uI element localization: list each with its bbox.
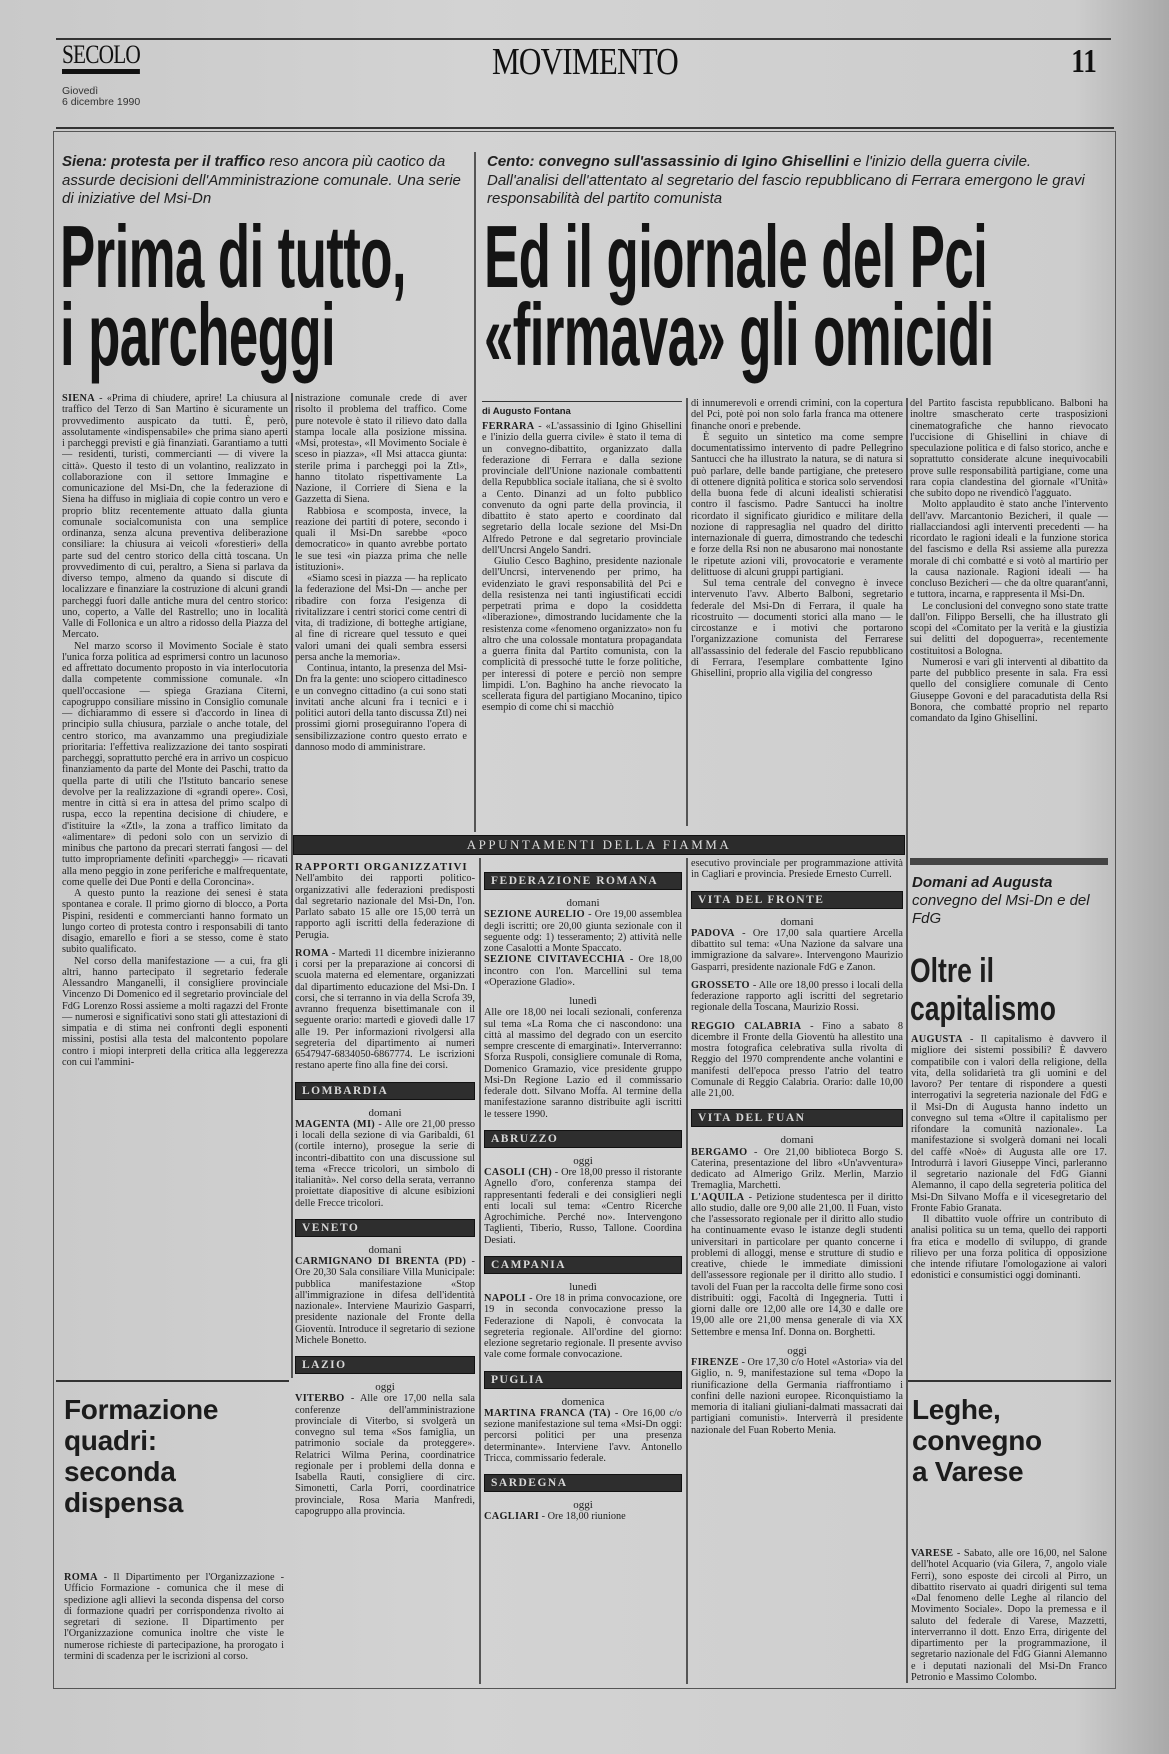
paragraph-text: - Fino a sabato 8 dicembre il Fronte della Gioventù ha allestito una mostra fotografica celebrativa sulla rivolta di Reggio del 1970 comprendente anche volantini e manifesti dell'epoca presso l'atrio del teatro Comunale di Reggio Calabria. Orario: dalle 10,00 alle 21,00.	[691, 1020, 903, 1099]
augusta-headline	[910, 952, 1056, 1028]
cento-headline-line-1: Ed il giornale del Pci	[484, 207, 988, 306]
paragraph-text: - Ore 17,30 c/o Hotel «Astoria» via del Giglio, n. 9, manifestazione sul tema «Dopo la riunificazione della Germania riaffrontiamo i confini delle nazioni europee. Riconquistiamo la memoria di italiani giuliani-dalmati massacrati dai partigiani comunisti». Interverrà il presidente nazionale del Fuan Roberto Menia.	[691, 1357, 903, 1436]
column-divider	[906, 398, 908, 1683]
column-divider	[686, 398, 688, 826]
day-label: domenica	[561, 1395, 605, 1408]
day-label: oggi	[573, 1499, 593, 1511]
cento-kicker-text: e l'inizio della guerra civile. Dall'analisi dell'attentato al segretario del fascio repubblicano di Ferrara emergono le gravi responsabilità del partito comunista	[487, 153, 1085, 207]
day-label: domani	[780, 915, 814, 928]
paragraph-text: Nell'ambito dei rapporti politico-organizzativi alle federazioni predisposti dal segretario nazionale del Msi-Dn, l'on. Parlato sabato 15 alle ore 15,00 terrà un rapporto agli iscritti della federazione di Perugia.	[295, 873, 475, 941]
region-header: PUGLIA	[484, 1371, 682, 1389]
cento-kicker	[487, 153, 1097, 209]
dateline-lead: CAGLIARI	[484, 1511, 540, 1523]
paragraph: Molto applaudito è stato anche l'intervento dell'avv. Marcantonio Bezicheri, il quale — riallacciandosi agli interventi precedenti — ha ricordato le ragioni ideali e la funzione storica del fascismo e della Rsi assieme alla purezza morale di chi combatté e si votò al martirio per la causa nazionale. Ragioni ideali — ha concluso Bezicheri — che da oltre quarant'anni, e tuttora, incarna, e rappresenta il Msi-Dn.	[910, 499, 1108, 601]
dateline-day: Giovedì	[62, 85, 99, 97]
paragraph: È seguito un sintetico ma come sempre documentatissimo intervento di padre Pellegrino Santucci che ha illustrato la natura, se di natura si può parlare, delle bande partigiane, che pretesero di ottenere dignità politica e storica solo servendosi della buona fede di alcuni idealisti schieratisi contro il fascismo. Padre Santucci ha inoltre ricordato il significato giuridico e militare della nozione di rappresaglia nel quadro del diritto internazionale di guerra, dimostrando che tedeschi e forze della Rsi non ne abusarono mai nonostante le ripetute azioni vili, provocatorie e veramente delittuose di alcuni gruppi partigiani.	[691, 431, 903, 578]
paragraph	[911, 1214, 1107, 1282]
paragraph-text: - Il capitalismo è davvero il migliore dei sistemi possibili? È davvero compatibile con i valori della religione, della vita, della solidarietà tra gli uomini e del lavoro? Per tentare di rispondere a questi interrogativi la segreteria nazionale del FdG e il Msi-Dn di Augusta hanno indetto un convegno sul tema «Oltre il capitalismo per rifondare la comunità nazionale». La manifestazione si svolgerà domani nei locali del caffè «Noè» di Augusta alle ore 17. Introdurrà i lavori Giuseppe Vinci, parleranno il segretario nazionale del FdG Gianni Alemanno, il capo della segreteria politica del Msi-Dn Silvano Moffa e il vicesegretario del Fronte Fabio Granata.	[911, 1034, 1107, 1214]
paragraph: Le conclusioni del convegno sono state tratte dall'on. Filippo Berselli, che ha illustrato gli scopi del «Comitato per la verità e la giustizia sui delitti del dopoguerra», recentemente costituitosi a Bologna.	[910, 600, 1108, 657]
paragraph	[911, 1548, 1107, 1683]
paragraph-text: - Ore 19,00 assemblea degli iscritti; ore 20,00 giunta sezionale con il seguente odg: 1) tesseramento; 2) attività nelle zone Casalotti a Monte Spaccato.	[484, 909, 682, 954]
region-header: VITA DEL FUAN	[691, 1109, 903, 1127]
formazione-headline-line: dispensa	[64, 1487, 183, 1518]
region-header: CAMPANIA	[484, 1256, 682, 1274]
paragraph	[484, 954, 682, 988]
paragraph: Giulio Cesco Baghino, presidente nazionale dell'Uncrsi, intervenendo per primo, ha evidenziato le gravi responsabilità del Pci e della resistenza nei tanti ingiustificati eccidi perpetrati prima e dopo la cosiddetta «liberazione», dimostrando lucidamente che la resistenza come «fenomeno organizzato» non fu altro che una colossale montatura propagandata a guerra finita dal Partito comunista, con la complicità di pressoché tutte le forze politiche, per interessi di potere e perciò non sempre limpidi. L'on. Baghino ha anche rievocato la scellerata figura del partigiano Mocanino, tipico esempio di come chi si macchiò	[482, 556, 682, 714]
paragraph	[484, 1511, 682, 1522]
paragraph-text: - Ore 20,30 Sala consiliare Villa Municipale: pubblica manifestazione «Stop all'immigrazione in difesa dell'identità nazionale». Interviene Maurizio Gasparri, presidente nazionale del Fronte della Gioventù. Introduce il segretario di sezione Michele Bonetto.	[295, 1256, 475, 1346]
formazione-headline-line: Formazione	[64, 1394, 219, 1425]
leghe-headline-line: a Varese	[912, 1456, 1024, 1487]
sidebar-rule	[910, 858, 1108, 865]
region-header: FEDERAZIONE ROMANA	[484, 872, 682, 890]
paragraph	[484, 1293, 682, 1361]
paragraph-text: - Martedì 11 dicembre inizieranno i corsi per la preparazione ai concorsi di scuola materna ed elementare, organizzati dal dipartimento educazione del Msi-Dn. I corsi, che si terranno in via della Scrofa 39, avranno frequenza bisettimanale con il seguente orario: martedì e giovedì dalle 17 alle 19. Per informazioni rivolgersi alla segreteria del dipartimento ai numeri 6547947-6834050-6867774. Le iscrizioni restano aperte fino alla fine dei corsi.	[295, 947, 475, 1072]
paragraph: A questo punto la reazione dei senesi è stata spontanea e corale. Il primo giorno di blocco, a Porta Pispini, residenti e commercianti hanno formato un lungo corteo di protesta contro i responsabili di tanto disagio, emarello e fiori a se stesso, come è stato subito qualificato.	[62, 888, 288, 956]
dateline-lead: SEZIONE CIVITAVECCHIA	[484, 954, 625, 966]
augusta-kicker-text: convegno del Msi-Dn e del FdG	[912, 892, 1090, 927]
leghe-headline-line: convegno	[912, 1425, 1042, 1456]
leghe-headline	[912, 1394, 1107, 1487]
region-header: LAZIO	[295, 1356, 475, 1374]
paragraph-text: - «Prima di chiudere, aprire! La chiusura al traffico del Terzo di San Martino è sicuramente un provvedimento auspicato da tutti. È, però, assolutamente «indispensabile» che prima siano aperti i parcheggi previsti e già finanziati. Garantiamo a tutti — residenti, turisti, commercianti — di vivere la città». Questo il testo di un volantino, realizzato in collaborazione con il settore Immagine e comunicazione del Msi-Dn, che la federazione di Siena ha diffuso in migliaia di copie contro un vero e proprio blitz recentemente attuato dalla giunta comunale socialcomunista con una semplice ordinanza, senza alcuna preventiva deliberazione consiliare: la chiusura ai veicoli «forestieri» della parte sud del centro storico della città toscana. Un provvedimento di cui, peraltro, a Siena si parlava da diverso tempo, almeno da quando si discute di localizzare e finanziare la costruzione di alcuni grandi parcheggi fuori dalle antiche mura del centro storico: uno, coperto, a Valle del Rastrello; uno in località Valle di Follonica e un altro a ridosso della Piazza del Mercato.	[62, 393, 288, 641]
siena-headline-line-2: i parcheggi	[60, 285, 336, 384]
day-label: lunedì	[569, 995, 597, 1007]
paragraph-text: - «L'assassinio di Igino Ghisellini e l'inizio della guerra civile» è stato il tema di un convegno-dibattito, organizzato dalla federazione di Ferrara e dalla sezione provinciale dell'Unione nazionale combattenti della Repubblica sociale italiana, che si è svolto a Cento. Dinanzi ad un folto pubblico convenuto da ogni parte della provincia, il dibattito è stato aperto e coordinato dal segretario della locale sezione del Msi-Dn Alfredo Petrone e dal segretario provinciale dell'Uncrsi Angelo Sandri.	[482, 421, 682, 556]
paragraph	[691, 1357, 903, 1436]
paragraph	[482, 421, 682, 556]
dateline-lead: FERRARA	[482, 421, 535, 432]
paragraph-text: Alle ore 18,00 nei locali sezionali, conferenza sul tema «La Roma che ci nascondono: una città al massimo del degrado con un esercito sempre crescente di emarginati». Interverranno: Sforza Ruspoli, consigliere comunale di Roma, Domenico Gramazio, vice presidente gruppo Msi-Dn Regione Lazio ed il commissario federale dott. Silvano Moffa. Al termine della manifestazione saranno distribuite agli iscritti le tessere 1990.	[484, 1007, 682, 1120]
appuntamenti-col-1	[295, 862, 475, 1684]
paragraph-text: - Sabato, alle ore 16,00, nel Salone dell'hotel Acquario (via Gilera, 7, angolo viale Ferri), sono esposte dei circoli al Pirro, un dibattito riservato ai quadri dirigenti sul tema «Dal fenomeno delle Leghe al rilancio del Movimento Sociale». Dopo la premessa e il saluto del federale di Varese, Mazzetti, interverranno il dott. Enzo Erra, dirigente del dipartimento per la programmazione, il segretario nazionale del FdG Gianni Alemanno e i deputati nazionali del Msi-Dn Franco Petronio e Massimo Colombo.	[911, 1548, 1107, 1683]
formazione-body	[64, 1572, 284, 1684]
paragraph: Numerosi e vari gli interventi al dibattito da parte del pubblico presente in sala. Fra essi quello del consigliere comunale di Cento Giuseppe Govoni e del paracadutista della Rsi Bonora, che combatté proprio nel reparto comandato da Igino Ghisellini.	[910, 656, 1108, 724]
day-label: domani	[368, 1106, 402, 1119]
paragraph-text: - Ore 18,00 riunione	[539, 1511, 626, 1523]
paragraph	[691, 858, 903, 881]
dateline-lead: VITERBO	[295, 1393, 345, 1405]
dateline-lead: MAGENTA (MI)	[295, 1118, 375, 1130]
column-divider	[686, 858, 688, 1684]
paragraph: Continua, intanto, la presenza del Msi-Dn fra la gente: uno sciopero cittadinesco e un convegno cittadino (a cui sono stati invitati anche alcuni fra i tecnici e i politici autori della tanto discussa Ztl) nei prossimi giorni proseguiranno l'opera di sensibilizzazione contro questo errato e dannoso modo di amministrare.	[295, 663, 467, 753]
paragraph: Nel corso della manifestazione — a cui, fra gli altri, hanno partecipato il segretario federale Alessandro Manganelli, il consigliere provinciale Vincenzo Di Domenico ed il segretario provinciale del FdG Lorenzo Rossi assieme a molti ragazzi del Fronte — numerosi e significativi sono stati gli attestazioni di simpatia e di stima nei confronti degli esponenti missini, postisi alla testa del malcontento popolare contro i miopi interpreti della critica alla leggerezza con cui l'ammini-	[62, 955, 288, 1068]
cento-byline: di Augusto Fontana	[482, 401, 682, 418]
augusta-kicker-bold: Domani ad Augusta	[912, 874, 1053, 891]
paragraph	[691, 928, 903, 973]
cento-headline-line-2: «firmava» gli omicidi	[484, 285, 994, 384]
frame-top-rule	[56, 127, 1114, 129]
augusta-kicker	[912, 874, 1107, 928]
siena-body-col-2	[295, 393, 467, 823]
dateline-lead: REGGIO CALABRIA	[691, 1020, 802, 1032]
paragraph	[64, 1572, 284, 1662]
paragraph	[691, 980, 903, 1014]
paragraph-text: - Alle ore 17,00 nella sala conferenze dell'amministrazione provinciale di Viterbo, si svolgerà un convegno sul tema «Sos famiglia, un patrimonio sociale da proteggere». Relatrici Wilma Perina, coordinatrice regionale per i problemi della donna e Isabella Rauti, consigliere di circ. Simonetti, Carla Porri, coordinatrice provinciale, Rosa Maria Manfredi, capogruppo alla provincia.	[295, 1393, 475, 1517]
cento-headline	[484, 207, 994, 384]
dateline-lead: GROSSETO	[691, 979, 750, 991]
paragraph: Nel marzo scorso il Movimento Sociale è stato l'unica forza politica ad esprimersi contro un lacunoso ed affrettato documento proposto in via interlocutoria dalla competente commissione comunale. «In quell'occasione — spiega Graziana Citerni, capogruppo consiliare missino in Consiglio comunale — dichiarammo di essere sì d'accordo in linea di principio sulla chiusura, parziale o anche totale, del centro storico, ma avanzammo una pregiudiziale prioritaria: l'effettiva realizzazione dei tanto sospirati parcheggi, soprattutto perché era in arrivo un cospicuo finanziamento da parte del Monte dei Paschi, tratto da quella parte di utili che l'Istituto bancario senese devolve per la realizzazione di «grandi opere». Così, mentre in città si era in attesa del primo scalpo di ruspa, ecco la repentina decisione di chiudere, e d'istituire la «Ztl», la zona a traffico limitato da «alimentare» di pedoni solo con un servizio di minibus che partono da precari sterrati fangosi — del tutto impropriamente definiti «parcheggi» — ricavati alla meno peggio in zone periferiche e malfrequentate, come quelle dei Due Ponti e della Coroncina».	[62, 640, 288, 888]
cento-body-col-1	[482, 421, 682, 825]
cento-kicker-bold: Cento: convegno sull'assassinio di Igino Ghisellini	[487, 153, 849, 170]
siena-body-col-1	[62, 393, 288, 1378]
region-header: LOMBARDIA	[295, 1082, 475, 1100]
formazione-headline	[64, 1394, 284, 1518]
region-header: VENETO	[295, 1219, 475, 1237]
paragraph-text: - Ore 21,00 biblioteca Borgo S. Caterina, presentazione del libro «Un'avventura» dedicato ad Almerigo Grilz. Merlin, Marzio Tremaglia, Marchetti.	[691, 1146, 903, 1192]
dateline-lead: BERGAMO	[691, 1146, 748, 1158]
paragraph	[295, 1256, 475, 1346]
dateline	[62, 86, 140, 108]
siena-headline-line-1: Prima di tutto,	[60, 207, 406, 306]
day-label: lunedì	[569, 1280, 597, 1293]
paragraph: Sul tema centrale del convegno è invece intervenuto l'avv. Alberto Balboni, segretario federale del Msi-Dn di Ferrara, il quale ha ricostruito — documenti storici alla mano — le circostanze e i motivi che portarono l'organizzazione comunista del Ferrarese all'assassinio del federale del Fascio repubblicano di Ferrara, l'esemplare combattente Igino Ghisellini, proprio alla vigilia del congresso	[691, 578, 903, 679]
paragraph-text: - Ore 18,00 presso il ristorante Agnello d'oro, conferenza stampa dei rappresentanti federali e dei consiglieri negli enti locali sul tema: «Centro Ricerche Agrochimiche. Perché no». Intervengono Taglienti, Tiberio, Russo, Tallone. Coordina Desiati.	[484, 1167, 682, 1246]
paragraph	[295, 948, 475, 1072]
paragraph-text: - Petizione studentesca per il diritto allo studio, dalle ore 9,00 alle 21,00. Il Fuan, visto che l'assessorato regionale per il diritto allo studio ha continuamente evaso le istanze degli studenti universitari in particolare per quanto concerne i problemi di alloggi, mense e strutture di studio e creative, chiede le immediate dimissioni dell'assessore regionale per il diritto allo studio. I tavoli del Fuan per la raccolta delle firme sono così distribuiti: oggi, Facoltà di Ingegneria. Tutti i giorni dalle ore 12,00 alle ore 14,30 e dalle ore 19,00 alle ore 21,00 mensa generale di via XX Settembre e mensa Inf. Donna on. Borghetti.	[691, 1191, 903, 1338]
dateline-lead: CARMIGNANO DI BRENTA (PD)	[295, 1256, 467, 1267]
siena-kicker-bold: Siena: protesta per il traffico	[62, 153, 266, 170]
dateline-date: 6 dicembre 1990	[62, 96, 141, 108]
page-number: 11	[1071, 43, 1097, 80]
augusta-body	[911, 1034, 1107, 1374]
dateline-lead: PADOVA	[691, 927, 735, 939]
paragraph-text: - Ore 18 in prima convocazione, ore 19 in seconda convocazione presso la Federazione di Napoli, è convocata la segreteria regionale. All'ordine del giorno: elezione segretario regionale. Il presente avviso vale come formale convocazione.	[484, 1293, 682, 1361]
dateline-lead: MARTINA FRANCA (TA)	[484, 1407, 611, 1419]
article-divider	[474, 152, 476, 832]
paragraph	[691, 1021, 903, 1100]
paragraph: di innumerevoli e orrendi crimini, con la copertura del Pci, potè poi non solo farla franca ma ottenere finanche onori e prebende.	[691, 398, 903, 432]
paragraph-text: - Ore 16,00 c/o sezione manifestazione sul tema «Msi-Dn oggi: percorsi politici per una presenza determinante». Interviene l'avv. Antonello Tricca, commissario federale.	[484, 1407, 682, 1464]
paragraph-text: - Ore 17,00 sala quartiere Arcella dibattito sul tema: «Una Nazione da salvare una immigrazione da salvare». Intervengono Maurizio Gasparri, presidente nazionale FdG e Zanon.	[691, 927, 903, 973]
day-label: oggi	[787, 1344, 807, 1357]
day-label: oggi	[573, 1154, 593, 1167]
formazione-headline-line: seconda	[64, 1456, 176, 1487]
siena-kicker-text: reso ancora più caotico da assurde decisioni dell'Amministrazione comunale. Una serie di iniziative del Msi-Dn	[62, 153, 461, 207]
paragraph-text: - Alle ore 21,00 presso i locali della sezione di via Garibaldi, 61 (cortile interno), prosegue la serie di incontri-dibattito con una discussione sul tema «Frecce tricolori, un simbolo di italianità». Nel corso della serata, verranno proiettate diapositive di alcune esibizioni delle Frecce tricolori.	[295, 1118, 475, 1209]
paragraph	[295, 873, 475, 941]
item-heading: RAPPORTI ORGANIZZATIVI	[295, 862, 468, 873]
dateline-lead: SIENA	[62, 393, 95, 404]
paragraph	[691, 1192, 903, 1338]
paragraph	[62, 393, 288, 641]
day-label: domani	[368, 1243, 402, 1256]
paragraph-text: esecutivo provinciale per programmazione attività in Cagliari e provincia. Presiede Ernesto Currell.	[691, 858, 903, 881]
paragraph: «Siamo scesi in piazza — ha replicato la federazione del Msi-Dn — anche per ribadire con forza l'esigenza di rivitalizzare i centri storici come centri di vita, di tradizione, di botteghe artigiane, al fine di ricreare quel tessuto e quei valori umani dei quali sembra essersi persa anche la memoria».	[295, 573, 467, 663]
appuntamenti-banner: APPUNTAMENTI DELLA FIAMMA	[293, 835, 905, 855]
cento-body-col-2	[691, 398, 903, 826]
section-title: MOVIMENTO	[492, 41, 678, 83]
dateline-lead: VARESE	[911, 1548, 954, 1559]
siena-headline	[60, 207, 406, 384]
augusta-headline-line-1: Oltre il	[910, 952, 995, 990]
dateline-lead: SEZIONE AURELIO	[484, 909, 585, 921]
newspaper-logo: SECOLO	[62, 42, 140, 74]
day-label: domani	[780, 1134, 814, 1147]
dateline-lead: ROMA	[64, 1572, 98, 1583]
box-rule	[908, 1380, 1111, 1382]
paragraph	[484, 909, 682, 954]
dateline-lead: FIRENZE	[691, 1357, 739, 1368]
paragraph: Rabbiosa e scomposta, invece, la reazione dei partiti di potere, secondo i quali il Msi-Dn sarebbe «poco democratico» in quanto avrebbe portato le sue tesi «in piazza prima che nelle istituzioni».	[295, 505, 467, 573]
region-header: VITA DEL FRONTE	[691, 891, 903, 909]
appuntamenti-col-3	[691, 858, 903, 1684]
paragraph	[911, 1034, 1107, 1214]
column-divider	[479, 858, 481, 1684]
paragraph-text: - Ore 18,00 incontro con l'on. Marcellini sul tema «Operazione Gladio».	[484, 954, 682, 988]
dateline-lead: L'AQUILA	[691, 1191, 745, 1203]
region-header: SARDEGNA	[484, 1474, 682, 1492]
leghe-body	[911, 1548, 1107, 1684]
augusta-headline-line-2: capitalismo	[910, 990, 1056, 1028]
day-label: domani	[566, 897, 600, 909]
region-header: ABRUZZO	[484, 1130, 682, 1148]
dateline-lead: ROMA	[295, 947, 329, 959]
paragraph-text: - Alle ore 18,00 presso i locali della federazione rapporto agli iscritti del segretario regionale della Toscana, Maurizio Rossi.	[691, 979, 903, 1014]
formazione-headline-line: quadri:	[64, 1425, 157, 1456]
dateline-lead: NAPOLI	[484, 1293, 526, 1304]
paragraph-text: Il dibattito vuole offrire un contributo di analisi politica su un tema, quello dei rapporti fra etica e modello di sviluppo, di grande rilievo per una forza politica di opposizione che intende rifiutare l'omologazione ai valori edonistici e consumistici oggi dominanti.	[911, 1214, 1107, 1282]
cento-body-col-3	[910, 398, 1108, 853]
paragraph	[295, 1393, 475, 1517]
siena-kicker	[62, 153, 467, 209]
paragraph	[691, 1147, 903, 1192]
paragraph: del Partito fascista repubblicano. Balboni ha inoltre smascherato certe trasposizioni cinematografiche che hanno rievocato l'uccisione di Ghisellini in chiave di speculazione politica e di falso storico, anche e soprattutto considerate alcune inequivocabili prove sulle responsabilità partigiane, come una rara copia clandestina del giornale «l'Unità» che subito dopo ne rivendicò l'agguato.	[910, 398, 1108, 499]
paragraph-text: - Il Dipartimento per l'Organizzazione - Ufficio Formazione - comunica che il mese di spedizione agli allievi la seconda dispensa del corso di formazione quadri per corrispondenza rivolto ai segretari di sezione. Il Dipartimento per l'Organizzazione comunica inoltre che viste le numerose richieste di partecipazione, ha prorogato i termini di scadenza per le iscrizioni al corso.	[64, 1572, 284, 1662]
paragraph	[484, 1408, 682, 1464]
box-rule	[56, 1380, 289, 1382]
dateline-lead: AUGUSTA	[911, 1034, 963, 1045]
leghe-headline-line: Leghe,	[912, 1394, 1001, 1425]
column-divider	[291, 393, 293, 1378]
paragraph	[484, 1007, 682, 1120]
paragraph	[484, 1167, 682, 1246]
paragraph	[295, 1119, 475, 1209]
appuntamenti-col-2	[484, 862, 682, 1684]
dateline-lead: CASOLI (CH)	[484, 1167, 552, 1178]
day-label: oggi	[375, 1381, 395, 1393]
masthead-rule	[56, 38, 1111, 40]
paragraph: nistrazione comunale crede di aver risolto il problema del traffico. Come pure notevole è stato il rilievo dato dalla stampa locale alla posizione missina. «Msi, protesta», «Il Movimento Sociale è sceso in piazza», «Il Msi attacca giunta: sterile prima i parcheggi poi la Ztl», hanno titolato rispettivamente La Nazione, il Corriere di Siena e la Gazzetta di Siena.	[295, 393, 467, 506]
